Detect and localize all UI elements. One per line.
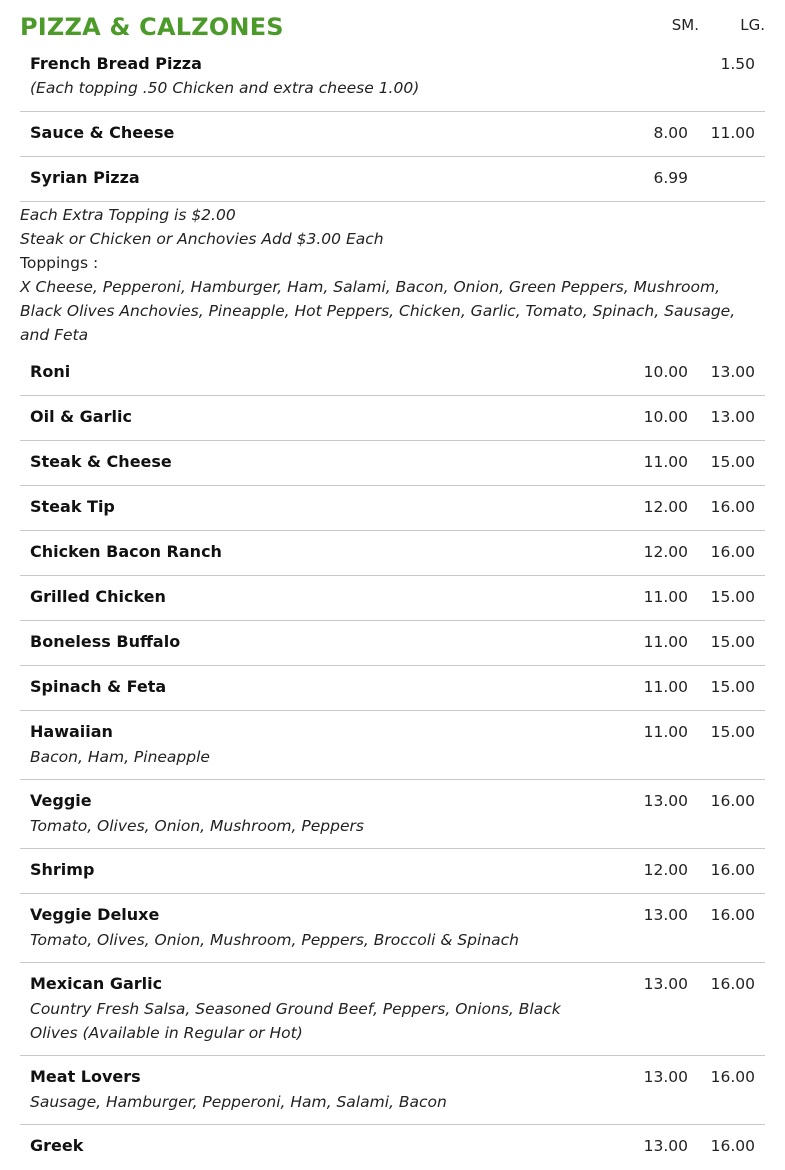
item-name: Syrian Pizza (30, 168, 140, 187)
menu-item-spinach-feta (20, 666, 765, 711)
price-large: 16.00 (710, 861, 755, 879)
menu-item-veggie-deluxe (20, 894, 765, 963)
item-name: Shrimp (30, 860, 95, 879)
item-name: Steak Tip (30, 497, 115, 516)
menu-item-sauce-cheese (20, 112, 765, 157)
item-name: Mexican Garlic (30, 974, 163, 993)
item-name: Hawaiian (30, 722, 113, 741)
item-name: Meat Lovers (30, 1067, 141, 1086)
price-small: 13.00 (643, 792, 688, 810)
price-small: 11.00 (643, 633, 688, 651)
menu-section (20, 0, 765, 1170)
toppings-notes (20, 202, 765, 351)
price-large: 16.00 (710, 1137, 755, 1155)
item-name: Veggie Deluxe (30, 905, 160, 924)
price-small: 10.00 (643, 363, 688, 381)
menu-item-hawaiian (20, 711, 765, 780)
price-large: 16.00 (710, 792, 755, 810)
price-small: 11.00 (643, 588, 688, 606)
section-header (20, 0, 765, 52)
price-large: 15.00 (710, 678, 755, 696)
price-small: 10.00 (643, 408, 688, 426)
price-small: 12.00 (643, 498, 688, 516)
menu-item-syrian-pizza (20, 157, 765, 202)
price-large: 15.00 (710, 723, 755, 741)
price-large: 16.00 (710, 975, 755, 993)
menu-item-steak-tip (20, 486, 765, 531)
menu-item-boneless-buffalo (20, 621, 765, 666)
price-small: 11.00 (643, 453, 688, 471)
price-large: 16.00 (710, 1068, 755, 1086)
menu-item-oil-garlic (20, 396, 765, 441)
item-name: Grilled Chicken (30, 587, 166, 606)
menu-item-grilled-chicken (20, 576, 765, 621)
price-small: 8.00 (653, 124, 688, 142)
price-large: 15.00 (710, 633, 755, 651)
price-large: 16.00 (710, 498, 755, 516)
price-large: 13.00 (710, 363, 755, 381)
note-toppings-list: X Cheese, Pepperoni, Hamburger, Ham, Salami, Bacon, Onion, Green Peppers, Mushroom, Black Olives Anchovies, Pineapple, Hot Peppers, Chicken, Garlic, Tomato, Spinach, Sausage, and Feta (20, 278, 736, 344)
item-name: Sauce & Cheese (30, 123, 175, 142)
item-description: Tomato, Olives, Onion, Mushroom, Peppers, Broccoli & Spinach (30, 931, 519, 949)
item-name: Boneless Buffalo (30, 632, 181, 651)
menu-item-steak-cheese (20, 441, 765, 486)
item-name: Greek (30, 1136, 84, 1155)
item-name: Roni (30, 362, 71, 381)
menu-item-french-bread-pizza (20, 52, 765, 112)
price-small: 11.00 (643, 678, 688, 696)
menu-item-chicken-bacon-ranch (20, 531, 765, 576)
item-description: Sausage, Hamburger, Pepperoni, Ham, Salami, Bacon (30, 1093, 447, 1111)
item-description: Tomato, Olives, Onion, Mushroom, Peppers (30, 817, 364, 835)
price-small: 6.99 (653, 169, 688, 187)
price-large: 16.00 (710, 906, 755, 924)
price-small: 12.00 (643, 861, 688, 879)
item-name: Oil & Garlic (30, 407, 132, 426)
price-large: 15.00 (710, 453, 755, 471)
item-name: Veggie (30, 791, 92, 810)
item-description: Bacon, Ham, Pineapple (30, 748, 210, 766)
price-large: 16.00 (710, 543, 755, 561)
menu-item-shrimp (20, 849, 765, 894)
price-large: 15.00 (710, 588, 755, 606)
price-small: 13.00 (643, 975, 688, 993)
item-name: Spinach & Feta (30, 677, 167, 696)
menu-item-mexican-garlic (20, 963, 765, 1056)
item-description: (Each topping .50 Chicken and extra cheese 1.00) (30, 79, 420, 97)
item-name: French Bread Pizza (30, 54, 202, 73)
item-name: Steak & Cheese (30, 452, 172, 471)
price-small: 13.00 (643, 1137, 688, 1155)
menu-item-roni (20, 351, 765, 396)
note-toppings-label: Toppings : (20, 254, 99, 272)
column-header-large: LG. (740, 16, 765, 34)
note-steak-chicken: Steak or Chicken or Anchovies Add $3.00 Each (20, 230, 384, 248)
menu-item-greek (20, 1125, 765, 1170)
item-description: Country Fresh Salsa, Seasoned Ground Beef, Peppers, Onions, Black Olives (Available in Regular or Hot) (30, 1000, 561, 1042)
menu-item-veggie (20, 780, 765, 849)
price-large: 13.00 (710, 408, 755, 426)
price-small: 13.00 (643, 1068, 688, 1086)
section-title: PIZZA & CALZONES (20, 13, 284, 41)
price-small: 12.00 (643, 543, 688, 561)
note-extra-topping: Each Extra Topping is $2.00 (20, 206, 236, 224)
menu-item-meat-lovers (20, 1056, 765, 1125)
price-large: 1.50 (720, 55, 755, 73)
price-large: 11.00 (710, 124, 755, 142)
price-small: 11.00 (643, 723, 688, 741)
column-header-small: SM. (671, 16, 699, 34)
item-name: Chicken Bacon Ranch (30, 542, 222, 561)
price-small: 13.00 (643, 906, 688, 924)
